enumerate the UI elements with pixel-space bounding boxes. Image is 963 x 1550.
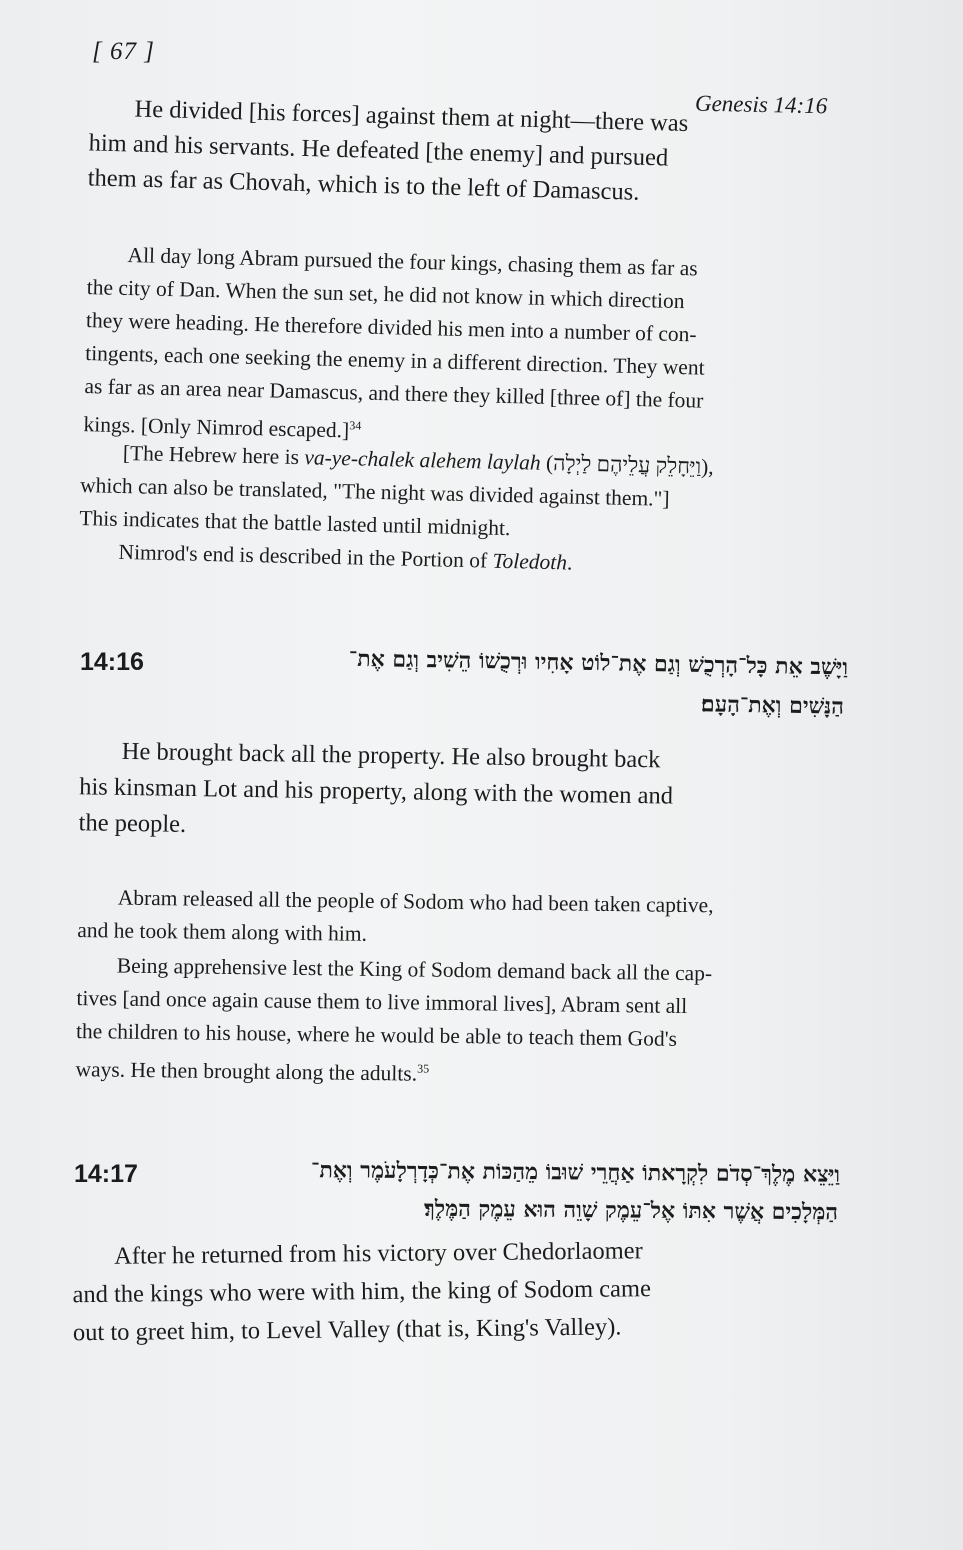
translation-line: He divided [his forces] against them at night—there was — [134, 95, 689, 138]
commentary-line — [75, 1048, 429, 1090]
hebrew-phrase: (וַיֵּחָלֵק עֲלֵיהֶם לַיְלָה), — [540, 450, 714, 479]
commentary-line: and he took them along with him. — [77, 918, 368, 946]
translation-line: him and his servants. He defeated [the enemy] and pursued — [88, 129, 669, 172]
commentary-line: Abram released all the people of Sodom who had been taken captive, — [117, 885, 714, 918]
translation-line: After he returned from his victory over Chedorlaomer — [113, 1237, 643, 1270]
commentary-line: the children to his house, where he would be able to teach them God's — [75, 1019, 678, 1051]
commentary-text: kings. [Only Nimrod escaped.] — [83, 412, 350, 443]
hebrew-verse-line: הַנָּשִׁים וְאֶת־הָעָם׃ — [700, 691, 845, 720]
hebrew-verse-line: וַיָּשֶׁב אֵת כָּל־הָרְכֻשׁ וְגַם אֶת־לוֹט אָחִיו וּרְכֻשׁוֹ הֵשִׁיב וְגַם אֶת־ — [348, 645, 849, 681]
translation-line: his kinsman Lot and his property, along with the women and — [79, 773, 674, 810]
commentary-line: This indicates that the battle lasted until midnight. — [79, 505, 511, 541]
footnote-marker: 34 — [349, 418, 362, 433]
hebrew-verse-line: הַמְּלָכִים אֲשֶׁר אִתּוֹ אֶל־עֵמֶק שָׁוֵה הוּא עֵמֶק הַמֶּלֶךְ׃ — [423, 1195, 839, 1226]
commentary-section-2 — [0, 880, 963, 1086]
commentary-text: Nimrod's end is described in the Portion of — [118, 539, 493, 573]
commentary-text: [The Hebrew here is — [122, 440, 305, 470]
portion-title: Toledoth — [492, 548, 568, 575]
commentary-line: they were heading. He therefore divided his men into a number of con- — [85, 308, 697, 347]
commentary-text: ways. He then brought along the adults. — [75, 1057, 418, 1086]
commentary-line: tingents, each one seeking the enemy in a different direction. They went — [84, 341, 705, 380]
commentary-line: as far as an area near Damascus, and there they killed [three of] the four — [84, 374, 704, 413]
verse-number: 14:16 — [80, 648, 144, 676]
hebrew-verse-line: וַיֵּצֵא מֶלֶךְ־סְדֹם לִקְרָאתוֹ אַחֲרֵי שׁוּבוֹ מֵהַכּוֹת אֶת־כְּדָרְלָעֹמֶר וְאֶת־ — [310, 1157, 841, 1188]
translation-line: them as far as Chovah, which is to the left of Damascus. — [87, 164, 640, 206]
verse-16-translation — [0, 736, 963, 838]
translation-line: the people. — [78, 809, 187, 838]
commentary-section-1 — [0, 236, 963, 575]
translation-line: He brought back all the property. He also brought back — [121, 737, 661, 774]
translation-line: and the kings who were with him, the king of Sodom came — [72, 1275, 652, 1309]
commentary-line: the city of Dan. When the sun set, he did not know in which direction — [86, 275, 685, 314]
verse-17-translation — [0, 1234, 963, 1347]
commentary-line: which can also be translated, "The night was divided against them."] — [79, 472, 670, 511]
transliteration: va-ye-chalek alehem laylah — [304, 445, 541, 475]
verse-number: 14:17 — [74, 1160, 138, 1188]
page-number: [ 67 ] — [92, 38, 155, 65]
commentary-line: tives [and once again cause them to live immoral lives], Abram sent all — [76, 986, 688, 1019]
commentary-line: Being apprehensive lest the King of Sodom demand back all the cap- — [116, 953, 713, 986]
footnote-marker: 35 — [417, 1061, 430, 1076]
running-head: Genesis 14:16 — [694, 90, 828, 119]
translation-line: out to greet him, to Level Valley (that is, King's Valley). — [72, 1313, 622, 1347]
commentary-text: . — [566, 550, 573, 575]
commentary-line: All day long Abram pursued the four kings, chasing them as far as — [127, 243, 698, 281]
